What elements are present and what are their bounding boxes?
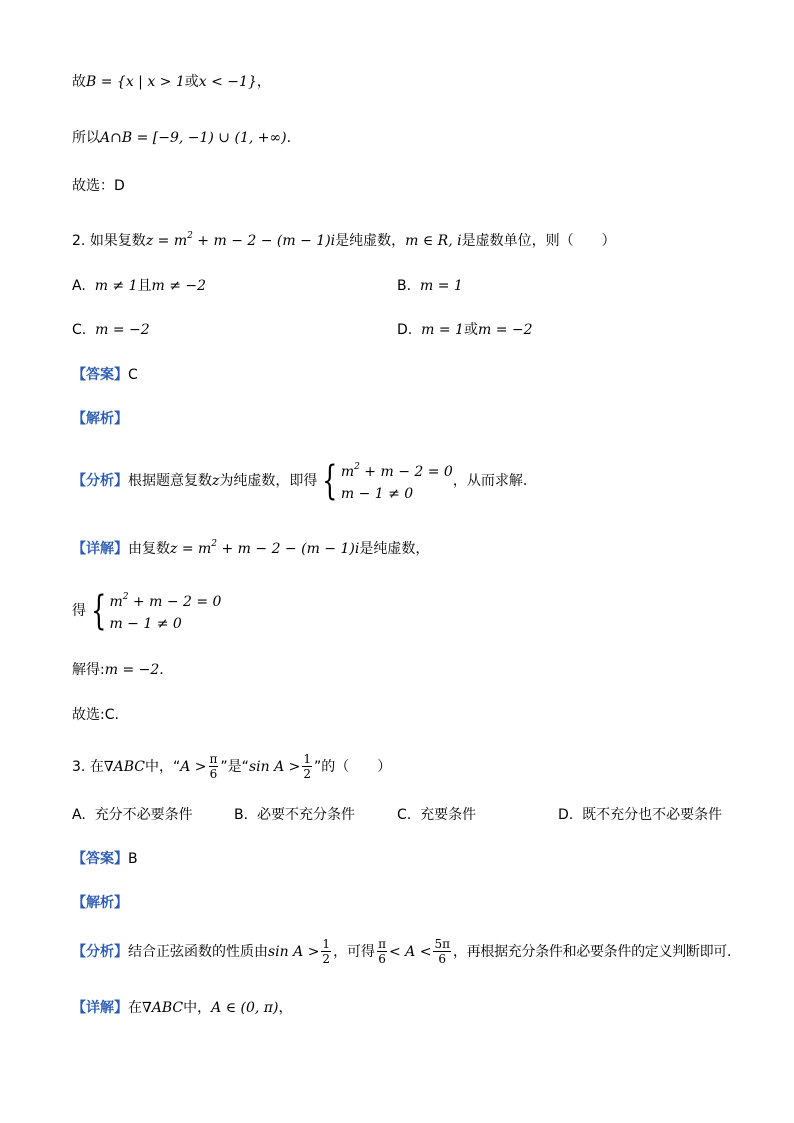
numerator: 1	[322, 937, 331, 951]
option-d	[558, 805, 722, 825]
math: + m − 2 = 0	[359, 464, 453, 480]
detail-tag: 【详解】	[72, 1000, 128, 1016]
option-label: C.	[72, 322, 87, 338]
question-number: 2.	[72, 233, 86, 249]
triangle-math: ∇ABC	[142, 1000, 184, 1016]
math: m	[340, 464, 355, 480]
math: < A <	[388, 943, 432, 960]
answer-tag: 【答案】	[72, 367, 128, 383]
option-b	[397, 276, 463, 296]
option-b	[234, 805, 355, 825]
punct: ，	[256, 74, 271, 90]
math: m = −2	[477, 322, 533, 338]
question-number: 3.	[72, 758, 86, 775]
text: 是纯虚数，	[359, 541, 430, 557]
answer-line	[72, 365, 138, 385]
punct: .	[286, 130, 292, 146]
text: ，再根据充分条件和必要条件的定义判断即可.	[452, 943, 732, 960]
denominator: 6	[378, 952, 386, 966]
option-label: B.	[397, 278, 412, 294]
brace-icon: {	[91, 587, 107, 634]
denominator: 2	[322, 952, 331, 966]
equation-system	[86, 586, 221, 635]
punct: ，	[278, 1000, 293, 1016]
text: 或	[463, 322, 478, 338]
fraction	[302, 752, 312, 781]
text: ，从而求解.	[452, 472, 528, 489]
exponent: 2	[354, 462, 360, 472]
option-label: D.	[558, 807, 574, 823]
math: m ∈ R, i	[405, 233, 462, 249]
option-label: B.	[234, 807, 249, 823]
analysis-tag: 【解析】	[72, 411, 128, 427]
denominator: 6	[209, 767, 218, 781]
math: m	[109, 594, 123, 610]
detail-tag: 【详解】	[72, 541, 128, 557]
text: 根据题意复数	[128, 472, 212, 489]
numerator: 5π	[434, 937, 450, 951]
option-c	[397, 805, 476, 825]
equation-system	[317, 456, 452, 505]
exponent: 2	[187, 231, 193, 241]
text: ”是“	[220, 758, 249, 775]
text: 如果复数	[89, 233, 146, 249]
fraction	[377, 937, 387, 966]
triangle-math: ∇ABC	[103, 758, 145, 775]
text: 中，	[183, 1000, 212, 1016]
analysis-label: 【分析】	[72, 943, 128, 960]
text: 是纯虚数，	[335, 233, 406, 249]
option-d	[397, 320, 533, 340]
math: m = −2	[104, 662, 160, 678]
math: sin A >	[248, 758, 301, 775]
option-label: A.	[72, 807, 86, 823]
option-text: 必要不充分条件	[256, 807, 355, 823]
math: A ∈ (0, π)	[211, 1000, 279, 1016]
analysis-line	[72, 937, 731, 966]
numerator: π	[209, 752, 218, 766]
option-text: 充要条件	[420, 807, 477, 823]
math: m = 1	[421, 322, 464, 338]
question-2-stem	[72, 226, 616, 251]
text-gu: 故	[72, 74, 86, 90]
option-a	[72, 805, 193, 825]
text: ”的（ ）	[314, 758, 392, 775]
answer-value: C	[128, 367, 138, 383]
fraction	[209, 752, 219, 781]
math: z	[212, 472, 220, 489]
option-c	[72, 320, 150, 340]
set-b-math: B = {x | x > 1	[86, 74, 185, 90]
text-or: 或	[184, 74, 199, 90]
option-label: D.	[397, 322, 413, 338]
math: m ≠ 1	[94, 278, 138, 294]
math: sin A >	[268, 943, 320, 960]
math: + m − 2 − (m − 1)i	[217, 541, 360, 557]
option-label: A.	[72, 278, 86, 294]
math: + m − 2 − (m − 1)i	[192, 233, 336, 249]
exponent: 2	[122, 592, 129, 602]
math: m − 1 ≠ 0	[340, 486, 414, 502]
intersection-line	[72, 128, 291, 148]
math: m = 1	[419, 278, 463, 294]
set-b-math-2: x < −1}	[198, 74, 257, 90]
analysis-heading	[72, 409, 128, 429]
text: ，可得	[333, 943, 376, 960]
analysis-line	[72, 456, 527, 505]
question-3-stem	[72, 752, 391, 781]
analysis-tag: 【解析】	[72, 895, 128, 911]
intersection-math: A∩B = [−9, −1) ∪ (1, +∞)	[100, 130, 287, 146]
choice-q2: 故选:C.	[72, 707, 119, 723]
answer-tag: 【答案】	[72, 851, 128, 867]
math: A >	[180, 758, 207, 775]
math: m − 1 ≠ 0	[109, 616, 182, 632]
text: 结合正弦函数的性质由	[128, 943, 268, 960]
denominator: 6	[438, 952, 447, 966]
math: m = −2	[95, 322, 150, 338]
fraction	[321, 937, 331, 966]
text: 由复数	[128, 541, 170, 557]
answer-line	[72, 849, 138, 869]
punct: .	[159, 662, 164, 678]
option-text: 充分不必要条件	[94, 807, 193, 823]
analysis-label: 【分析】	[72, 472, 128, 489]
detail-line	[72, 534, 429, 559]
math: + m − 2 = 0	[128, 594, 222, 610]
text: 在	[89, 758, 104, 775]
numerator: π	[378, 937, 386, 951]
exponent: 2	[211, 539, 218, 549]
set-b-line	[72, 72, 271, 92]
analysis-heading	[72, 893, 128, 913]
choice-q1: 故选：D	[72, 178, 125, 194]
text: 是虚数单位，则（ ）	[461, 233, 616, 249]
solution-line	[72, 660, 164, 680]
denominator: 2	[303, 767, 311, 781]
text: 在	[128, 1000, 142, 1016]
fraction	[433, 937, 451, 966]
math: z = m	[145, 233, 188, 249]
option-text: 既不充分也不必要条件	[582, 807, 723, 823]
text: 解得:	[72, 662, 105, 678]
brace-icon: {	[322, 457, 338, 504]
text: 且	[137, 278, 152, 294]
numerator: 1	[303, 752, 311, 766]
math: m ≠ −2	[151, 278, 207, 294]
text: 得	[72, 602, 86, 619]
answer-value: B	[128, 851, 138, 867]
text: 中，“	[144, 758, 181, 775]
text-suoyi: 所以	[72, 130, 100, 146]
text: 为纯虚数，即得	[219, 472, 318, 489]
option-label: C.	[397, 807, 412, 823]
option-a	[72, 276, 206, 296]
math: z = m	[170, 541, 212, 557]
detail-line	[72, 998, 292, 1018]
system-line	[72, 586, 221, 635]
